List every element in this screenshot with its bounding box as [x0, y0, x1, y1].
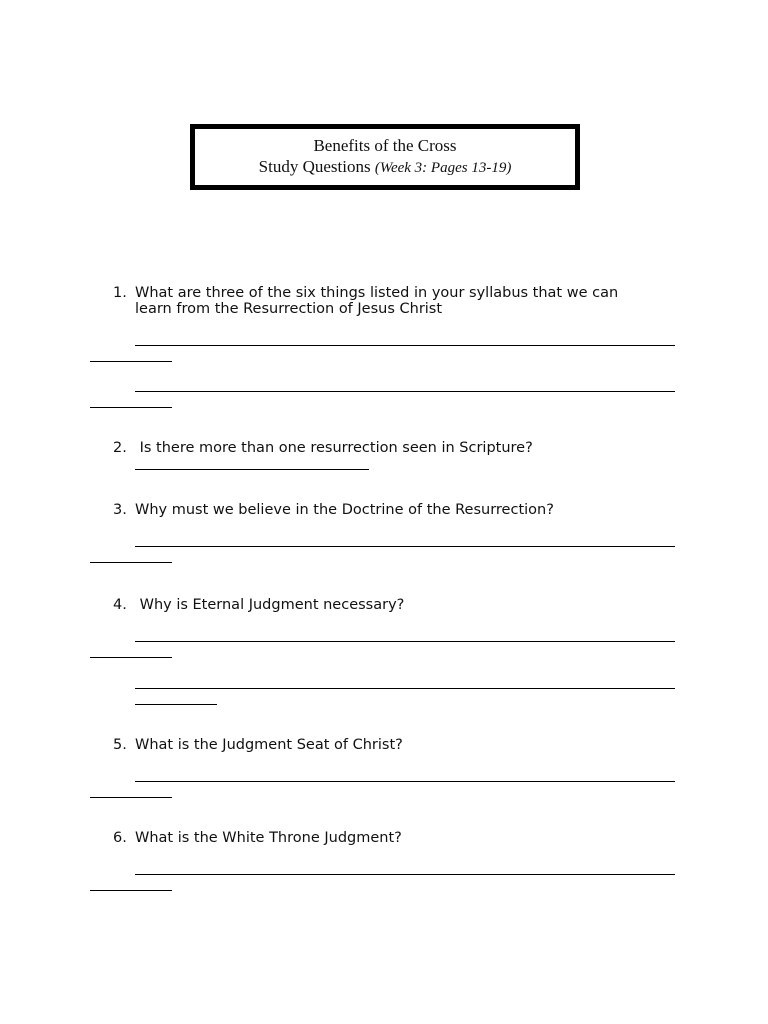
question-number: 4.	[113, 597, 127, 613]
question-6	[113, 830, 402, 846]
document-subtitle	[195, 156, 575, 179]
answer-line-continuation[interactable]	[90, 890, 172, 891]
question-text: Why must we believe in the Doctrine of the Resurrection?	[135, 502, 554, 518]
answer-line[interactable]	[135, 546, 675, 547]
answer-line-continuation[interactable]	[90, 797, 172, 798]
title-box	[190, 124, 580, 190]
answer-line[interactable]	[135, 345, 675, 346]
question-number: 5.	[113, 737, 127, 753]
answer-line[interactable]	[135, 469, 369, 470]
question-1	[113, 285, 619, 317]
answer-line[interactable]	[135, 781, 675, 782]
question-text: Why is Eternal Judgment necessary?	[135, 597, 405, 613]
answer-line[interactable]	[135, 391, 675, 392]
document-title: Benefits of the Cross	[313, 136, 457, 155]
question-text: What is the White Throne Judgment?	[135, 830, 402, 846]
week-reference: (Week 3: Pages 13-19)	[374, 160, 512, 176]
question-number: 1.	[113, 285, 127, 301]
question-text: Is there more than one resurrection seen in Scripture?	[135, 440, 533, 456]
question-5	[113, 737, 403, 753]
answer-line-continuation[interactable]	[90, 562, 172, 563]
question-4	[113, 597, 405, 613]
question-number: 6.	[113, 830, 127, 846]
subtitle-text: Study Questions	[258, 157, 371, 176]
answer-line-continuation[interactable]	[90, 361, 172, 362]
question-text: What are three of the six things listed in your syllabus that we can learn from the Resurrection of Jesus Christ	[135, 285, 619, 317]
question-text: What is the Judgment Seat of Christ?	[135, 737, 403, 753]
answer-line[interactable]	[135, 874, 675, 875]
answer-line-continuation[interactable]	[90, 407, 172, 408]
question-number: 3.	[113, 502, 127, 518]
answer-line[interactable]	[135, 641, 675, 642]
answer-line-continuation[interactable]	[135, 704, 217, 705]
question-2	[113, 440, 533, 456]
question-3	[113, 502, 554, 518]
question-number: 2.	[113, 440, 127, 456]
answer-line[interactable]	[135, 688, 675, 689]
answer-line-continuation[interactable]	[90, 657, 172, 658]
